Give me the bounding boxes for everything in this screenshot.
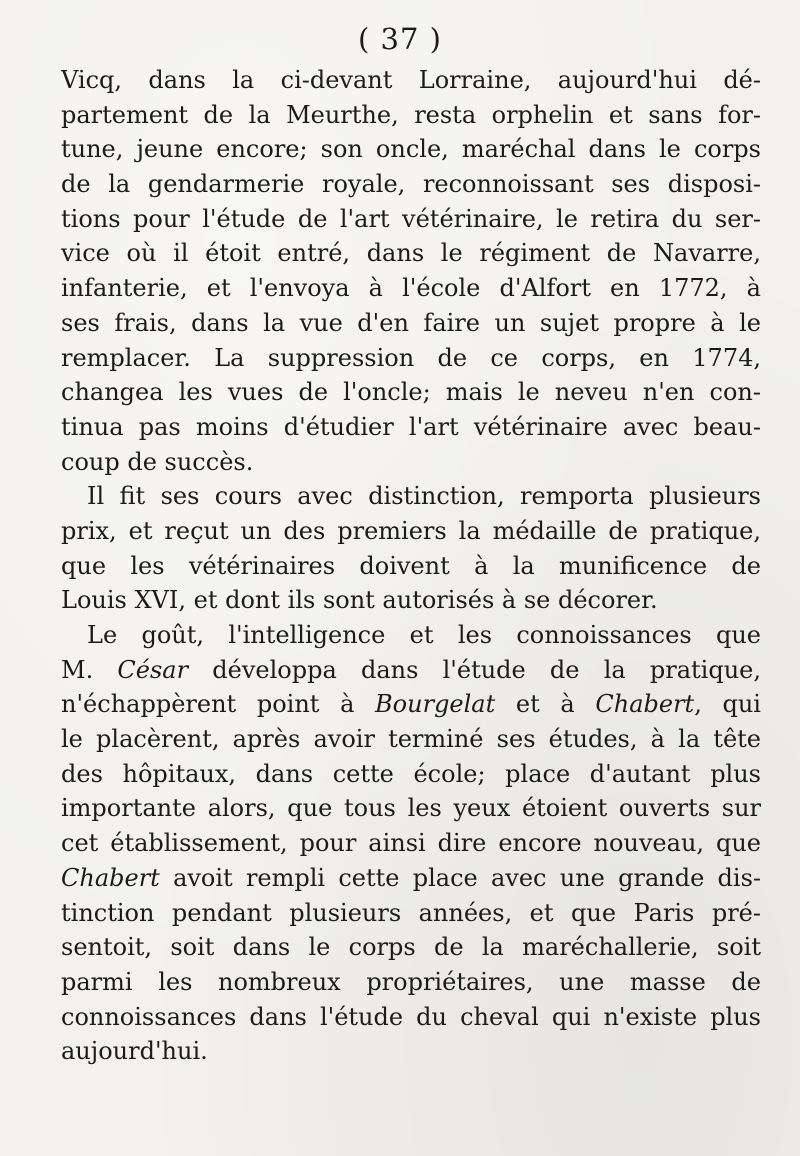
text-line: changea les vues de l'oncle; mais le neveu n'en con- [61, 378, 761, 407]
text-line: prix, et reçut un des premiers la médaille de pratique, [61, 516, 761, 545]
text-line: infanterie, et l'envoya à l'école d'Alfort en 1772, à [61, 274, 761, 303]
name-chabert: Chabert [595, 690, 695, 719]
text-line: parmi les nombreux propriétaires, une masse de [61, 967, 761, 996]
text-line: Vicq, dans la ci-devant Lorraine, aujourd'hui dé- [61, 66, 761, 94]
text-line [61, 687, 761, 722]
text-line: le placèrent, après avoir terminé ses études, à la tête [61, 725, 761, 754]
text-line: tions pour l'étude de l'art vétérinaire, le retira du ser- [61, 204, 761, 233]
text-line: Il fit ses cours avec distinction, remporta plusieurs [87, 482, 761, 511]
text-line [61, 653, 761, 688]
text-line: aujourd'hui. [61, 1037, 208, 1066]
text-line: ses frais, dans la vue d'en faire un sujet propre à le [61, 308, 761, 337]
text-line: partement de la Meurthe, resta orphelin et sans for- [61, 100, 761, 129]
text-line: vice où il étoit entré, dans le régiment de Navarre, [61, 239, 761, 268]
name-bourgelat: Bourgelat [375, 690, 496, 719]
text-line: des hôpitaux, dans cette école; place d'autant plus [61, 759, 761, 788]
text-line: que les vétérinaires doivent à la munificence de [61, 551, 761, 580]
paragraph-1 [61, 63, 761, 479]
text-line [61, 861, 761, 896]
text-line: cet établissement, pour ainsi dire encore nouveau, que [61, 829, 761, 858]
body-text [61, 63, 761, 1069]
text-line: Le goût, l'intelligence et les connoissances que [87, 621, 761, 649]
text-line: de la gendarmerie royale, reconnoissant ses disposi- [61, 170, 761, 199]
text-run: M. [61, 655, 118, 684]
text-run: , qui [694, 690, 761, 719]
name-chabert: Chabert [61, 863, 160, 892]
name-cesar: César [117, 655, 189, 684]
text-run: avoit rempli cette place avec une grande dis- [159, 863, 761, 892]
text-run: n'échappèrent point à [61, 690, 376, 719]
text-line: tinua pas moins d'étudier l'art vétérinaire avec beau- [61, 412, 761, 441]
text-line: connoissances dans l'étude du cheval qui n'existe plus [61, 1002, 761, 1031]
text-line: sentoit, soit dans le corps de la maréchallerie, soit [61, 933, 761, 962]
text-line: Louis XVI, et dont ils sont autorisés à se décorer. [61, 586, 658, 615]
text-run: développa dans l'étude de la pratique, [188, 655, 761, 684]
text-line: remplacer. La suppression de ce corps, en 1774, [61, 343, 761, 372]
page-number: ( 37 ) [358, 22, 442, 56]
text-run: et à [495, 690, 596, 719]
text-line: importante alors, que tous les yeux étoient ouverts sur [61, 794, 761, 823]
text-line: tinction pendant plusieurs années, et que Paris pré- [61, 898, 761, 927]
text-line: coup de succès. [61, 447, 254, 476]
text-line: tune, jeune encore; son oncle, maréchal dans le corps [61, 135, 761, 164]
paragraph-2 [61, 479, 761, 618]
paragraph-3 [61, 618, 761, 1069]
